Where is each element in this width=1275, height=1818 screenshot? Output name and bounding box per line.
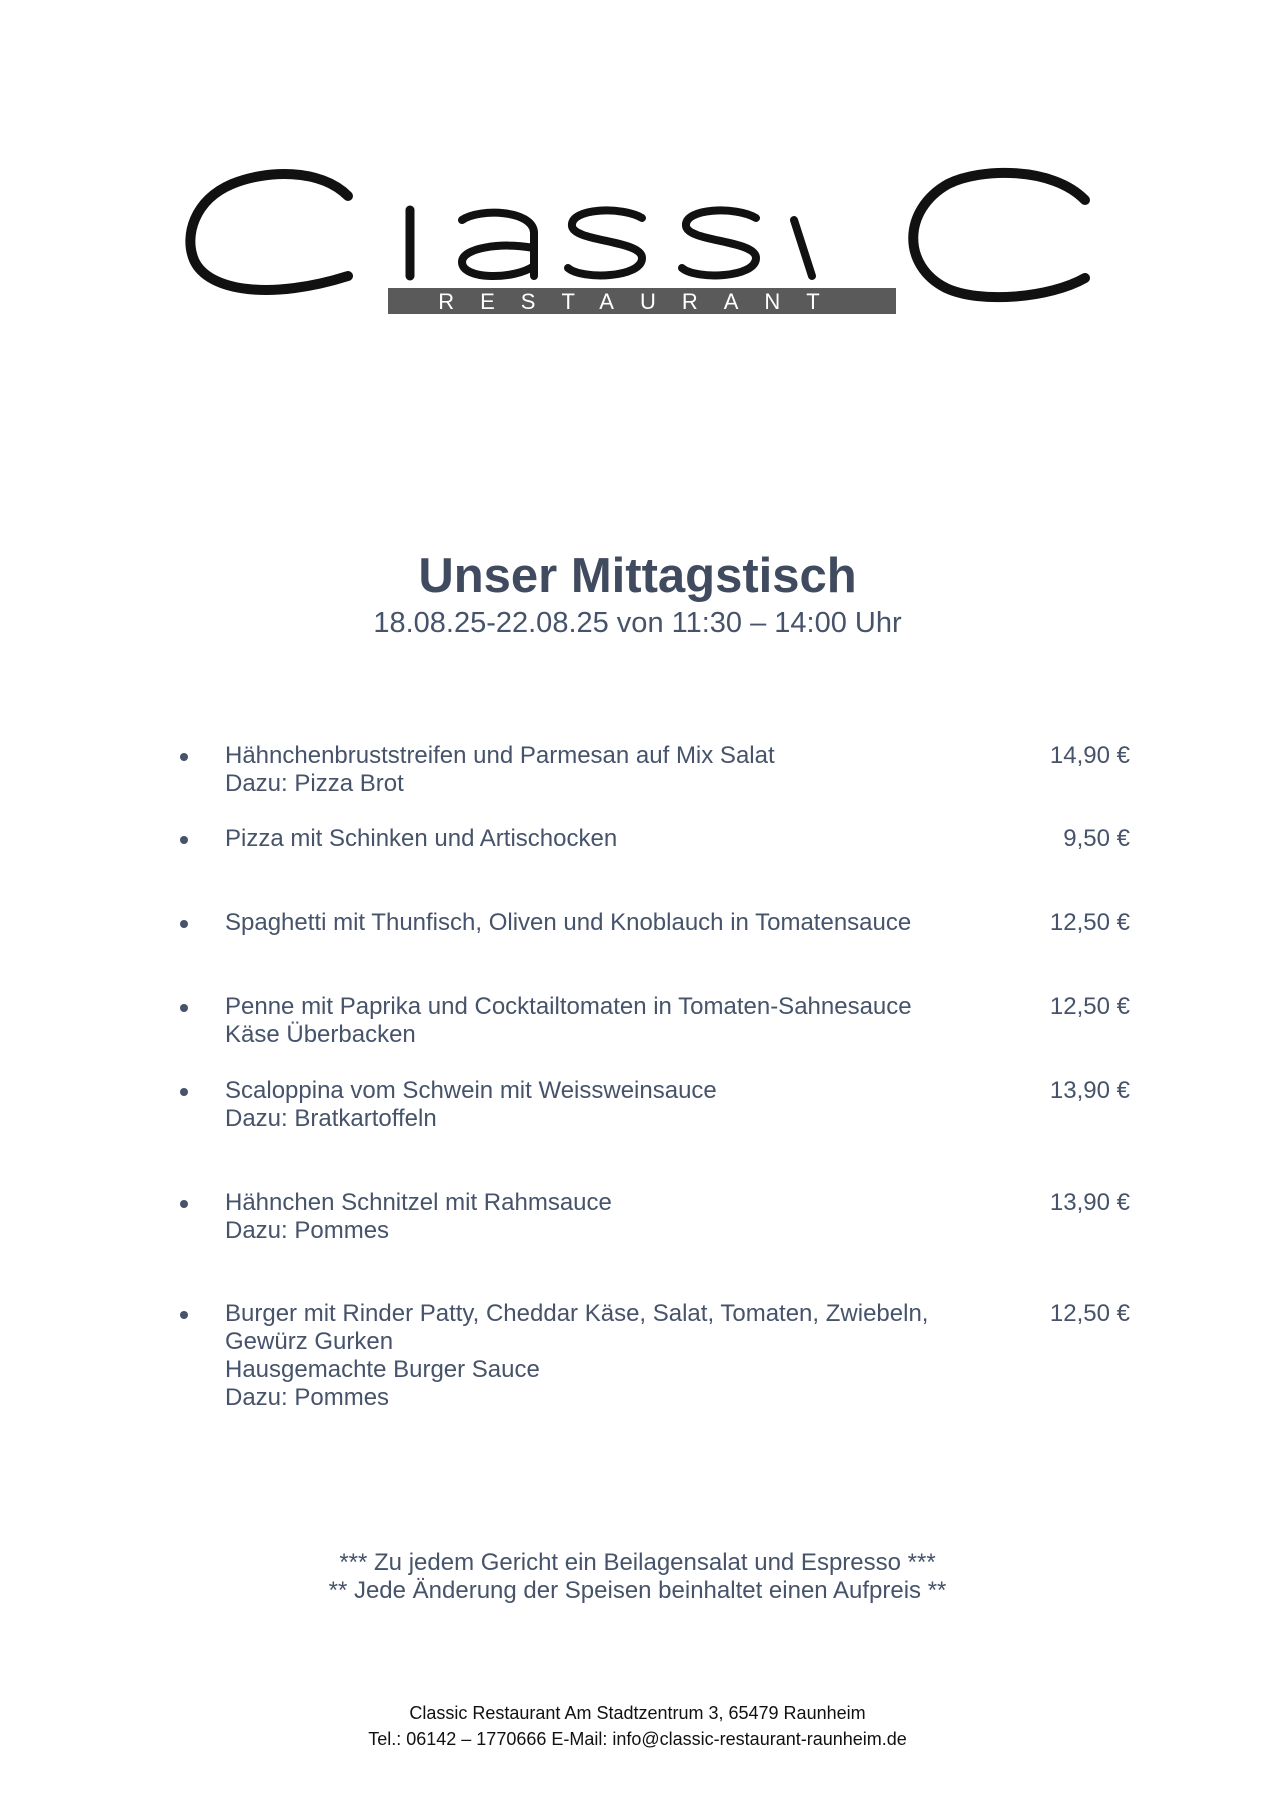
bullet-icon — [180, 920, 188, 928]
menu-item-description — [225, 1077, 985, 1133]
menu-item-description — [225, 909, 985, 937]
bullet-icon — [180, 753, 188, 761]
menu-item-line: Dazu: Bratkartoffeln — [225, 1105, 437, 1132]
menu-item-line: Dazu: Pommes — [225, 1384, 390, 1411]
page-subtitle: 18.08.25-22.08.25 von 11:30 – 14:00 Uhr — [373, 607, 902, 639]
logo-letter-c-left — [190, 174, 348, 290]
menu-item-price: 9,50 € — [1063, 825, 1130, 852]
footer-contact: Tel.: 06142 – 1770666 E-Mail: info@classic-restaurant-raunheim.de — [368, 1729, 907, 1749]
bullet-icon — [180, 836, 188, 844]
logo-letter-a — [462, 213, 534, 276]
menu-item-description — [225, 993, 985, 1049]
menu-item-line: Käse Überbacken — [225, 1021, 416, 1048]
page-title: Unser Mittagstisch — [418, 549, 857, 603]
bullet-icon — [180, 1088, 188, 1096]
menu-item-line: Penne mit Paprika und Cocktailtomaten in Tomaten-Sahnesauce — [225, 993, 912, 1020]
menu-item-description — [225, 742, 985, 798]
menu-item-line: Dazu: Pizza Brot — [225, 770, 404, 797]
logo-letter-s-1 — [568, 210, 642, 275]
surcharge-note: ** Jede Änderung der Speisen beinhaltet einen Aufpreis ** — [328, 1577, 947, 1604]
side-salad-note: *** Zu jedem Gericht ein Beilagensalat und Espresso *** — [339, 1549, 936, 1576]
logo-graphic — [180, 150, 1100, 320]
footer-address: Classic Restaurant Am Stadtzentrum 3, 65479 Raunheim — [409, 1703, 866, 1723]
menu-item-line: Scaloppina vom Schwein mit Weissweinsauce — [225, 1077, 717, 1104]
menu-item-line: Hausgemachte Burger Sauce — [225, 1356, 540, 1383]
menu-item-line: Pizza mit Schinken und Artischocken — [225, 825, 618, 852]
menu-item-line: Gewürz Gurken — [225, 1328, 394, 1355]
menu-item-price: 12,50 € — [1049, 909, 1130, 936]
menu-item-line: Spaghetti mit Thunfisch, Oliven und Knoblauch in Tomatensauce — [225, 909, 912, 936]
menu-item-description — [225, 1300, 985, 1412]
menu-item-price: 13,90 € — [1049, 1189, 1130, 1216]
restaurant-logo — [180, 150, 1100, 320]
menu-item-line: Hähnchenbruststreifen und Parmesan auf Mix Salat — [225, 742, 775, 769]
logo-letter-i — [794, 220, 812, 276]
menu-item-price: 14,90 € — [1049, 742, 1130, 769]
menu-item-price: 12,50 € — [1049, 993, 1130, 1020]
bullet-icon — [180, 1311, 188, 1319]
logo-letter-c-right — [913, 173, 1085, 297]
menu-item-line: Burger mit Rinder Patty, Cheddar Käse, Salat, Tomaten, Zwiebeln, — [225, 1300, 929, 1327]
bullet-icon — [180, 1200, 188, 1208]
logo-letter-s-2 — [682, 210, 756, 275]
menu-item-price: 13,90 € — [1049, 1077, 1130, 1104]
menu-item-line: Hähnchen Schnitzel mit Rahmsauce — [225, 1189, 612, 1216]
menu-item-line: Dazu: Pommes — [225, 1217, 390, 1244]
menu-item-description — [225, 1189, 985, 1245]
menu-item-price: 12,50 € — [1049, 1300, 1130, 1327]
menu-item-description — [225, 825, 985, 853]
logo-band-text: RESTAURANT — [438, 289, 846, 314]
bullet-icon — [180, 1004, 188, 1012]
